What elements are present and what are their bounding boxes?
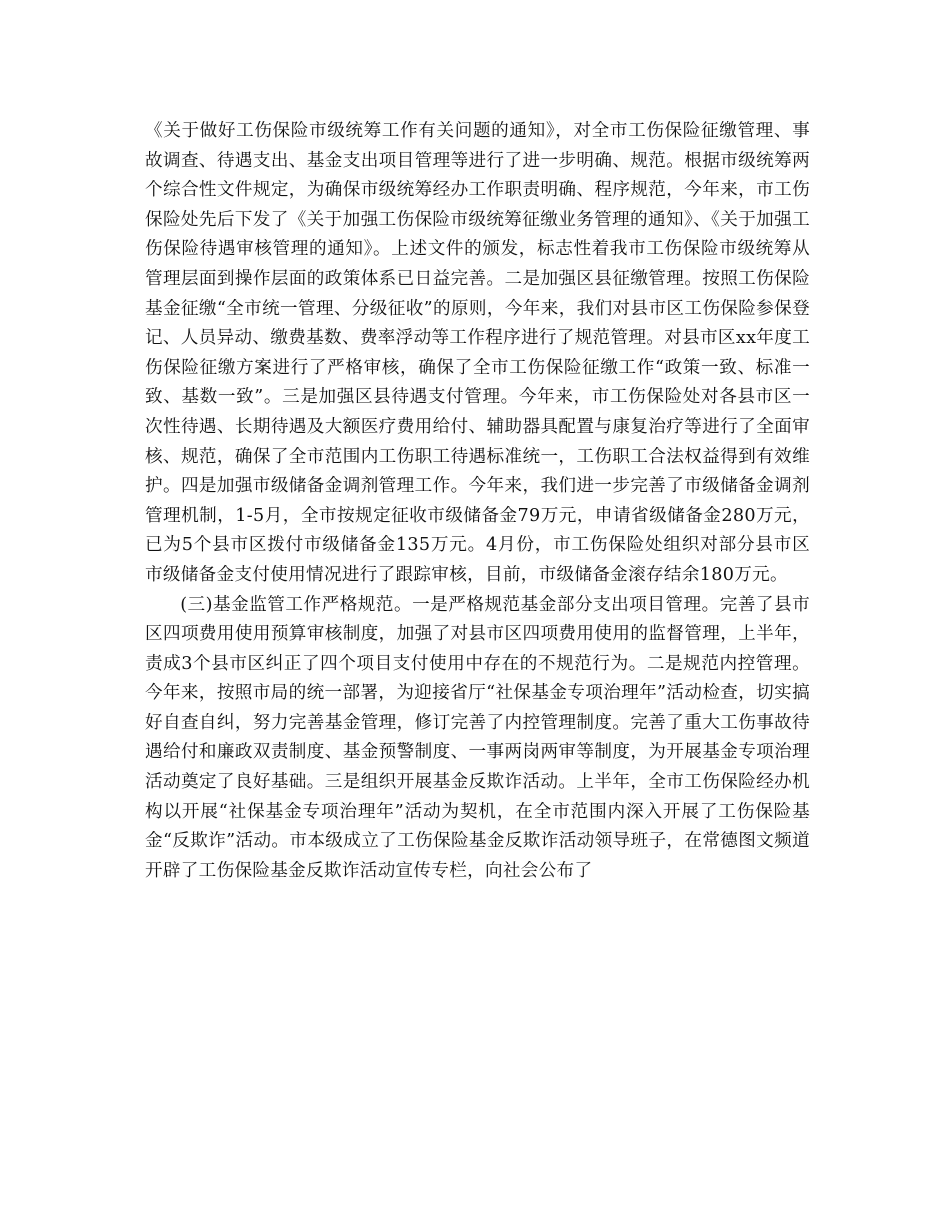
- paragraph-2: (三)基金监管工作严格规范。一是严格规范基金部分支出项目管理。完善了县市区四项费用使用预算审核制度，加强了对县市区四项费用使用的监督管理，上半年，责成3个县市区纠正了四个项目支付使用中存在的不规范行为。二是规范内控管理。今年来，按照市局的统一部署，为迎接省厅“社保基金专项治理年”活动检查，切实搞好自查自纠，努力完善基金管理，修订完善了内控管理制度。完善了重大工伤事故待遇给付和廉政双责制度、基金预警制度、一事两岗两审等制度，为开展基金专项治理活动奠定了良好基础。三是组织开展基金反欺诈活动。上半年，全市工伤保险经办机构以开展“社保基金专项治理年”活动为契机，在全市范围内深入开展了工伤保险基金“反欺诈”活动。市本级成立了工伤保险基金反欺诈活动领导班子，在常德图文频道开辟了工伤保险基金反欺诈活动宣传专栏，向社会公布了: [145, 594, 810, 881]
- paragraph-1: 《关于做好工伤保险市级统筹工作有关问题的通知》，对全市工伤保险征缴管理、事故调查、待遇支出、基金支出项目管理等进行了进一步明确、规范。根据市级统筹两个综合性文件规定，为确保市级统筹经办工作职责明确、程序规范，今年来，市工伤保险处先后下发了《关于加强工伤保险市级统筹征缴业务管理的通知》、《关于加强工伤保险待遇审核管理的通知》。上述文件的颁发，标志性着我市工伤保险市级统筹从管理层面到操作层面的政策体系已日益完善。二是加强区县征缴管理。按照工伤保险基金征缴“全市统一管理、分级征收”的原则，今年来，我们对县市区工伤保险参保登记、人员异动、缴费基数、费率浮动等工作程序进行了规范管理。对县市区xx年度工伤保险征缴方案进行了严格审核，确保了全市工伤保险征缴工作“政策一致、标准一致、基数一致”。三是加强区县待遇支付管理。今年来，市工伤保险处对各县市区一次性待遇、长期待遇及大额医疗费用给付、辅助器具配置与康复治疗等进行了全面审核、规范，确保了全市范围内工伤职工待遇标准统一，工伤职工合法权益得到有效维护。四是加强市级储备金调剂管理工作。今年来，我们进一步完善了市级储备金调剂管理机制，1-5月，全市按规定征收市级储备金79万元，申请省级储备金280万元，已为5个县市区拨付市级储备金135万元。4月份，市工伤保险处组织对部分县市区市级储备金支付使用情况进行了跟踪审核，目前，市级储备金滚存结余180万元。: [145, 121, 810, 585]
- document-page: [145, 117, 810, 886]
